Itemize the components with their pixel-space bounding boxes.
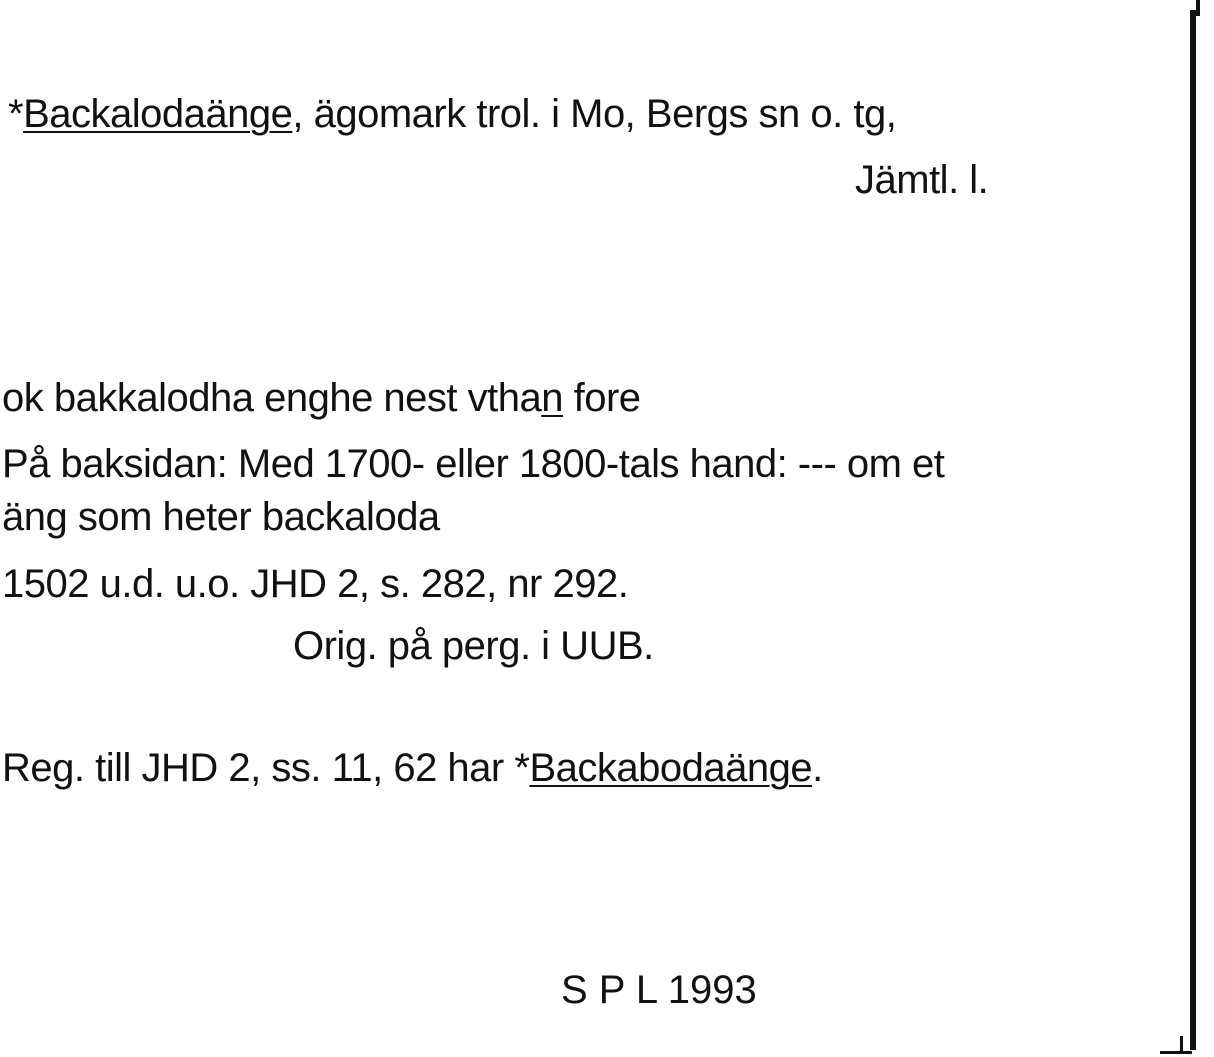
quote-line: [2, 374, 641, 422]
verso-line-1: På baksidan: Med 1700- eller 1800-tals hand: --- om et: [2, 442, 945, 486]
register-note-text: Reg. till JHD 2, ss. 11, 62 har *: [2, 746, 530, 790]
quote-abbrev-underlined: n: [541, 376, 563, 420]
asterisk-mark: *: [8, 92, 24, 136]
verso-line-2: äng som heter backaloda: [2, 495, 440, 539]
signature: S P L 1993: [561, 968, 757, 1012]
card-edge-tick: [1196, 0, 1200, 16]
quote-text-before: ok bakkalodha enghe nest vtha: [2, 376, 542, 420]
register-note-end: .: [812, 746, 823, 790]
original-location: Orig. på perg. i UUB.: [293, 624, 654, 668]
variant-name: Backabodaänge: [529, 746, 813, 790]
quote-text-after: fore: [563, 376, 641, 420]
register-note: [2, 744, 823, 792]
card-corner-mark-horizontal: [1160, 1051, 1192, 1054]
region-label: Jämtl. l.: [855, 158, 989, 202]
headword-line: [8, 90, 896, 138]
card-right-edge: [1190, 10, 1196, 1050]
headword: Backalodaänge: [23, 92, 293, 136]
headword-description: , ägomark trol. i Mo, Bergs sn o. tg,: [292, 92, 897, 136]
source-reference: 1502 u.d. u.o. JHD 2, s. 282, nr 292.: [2, 562, 629, 606]
